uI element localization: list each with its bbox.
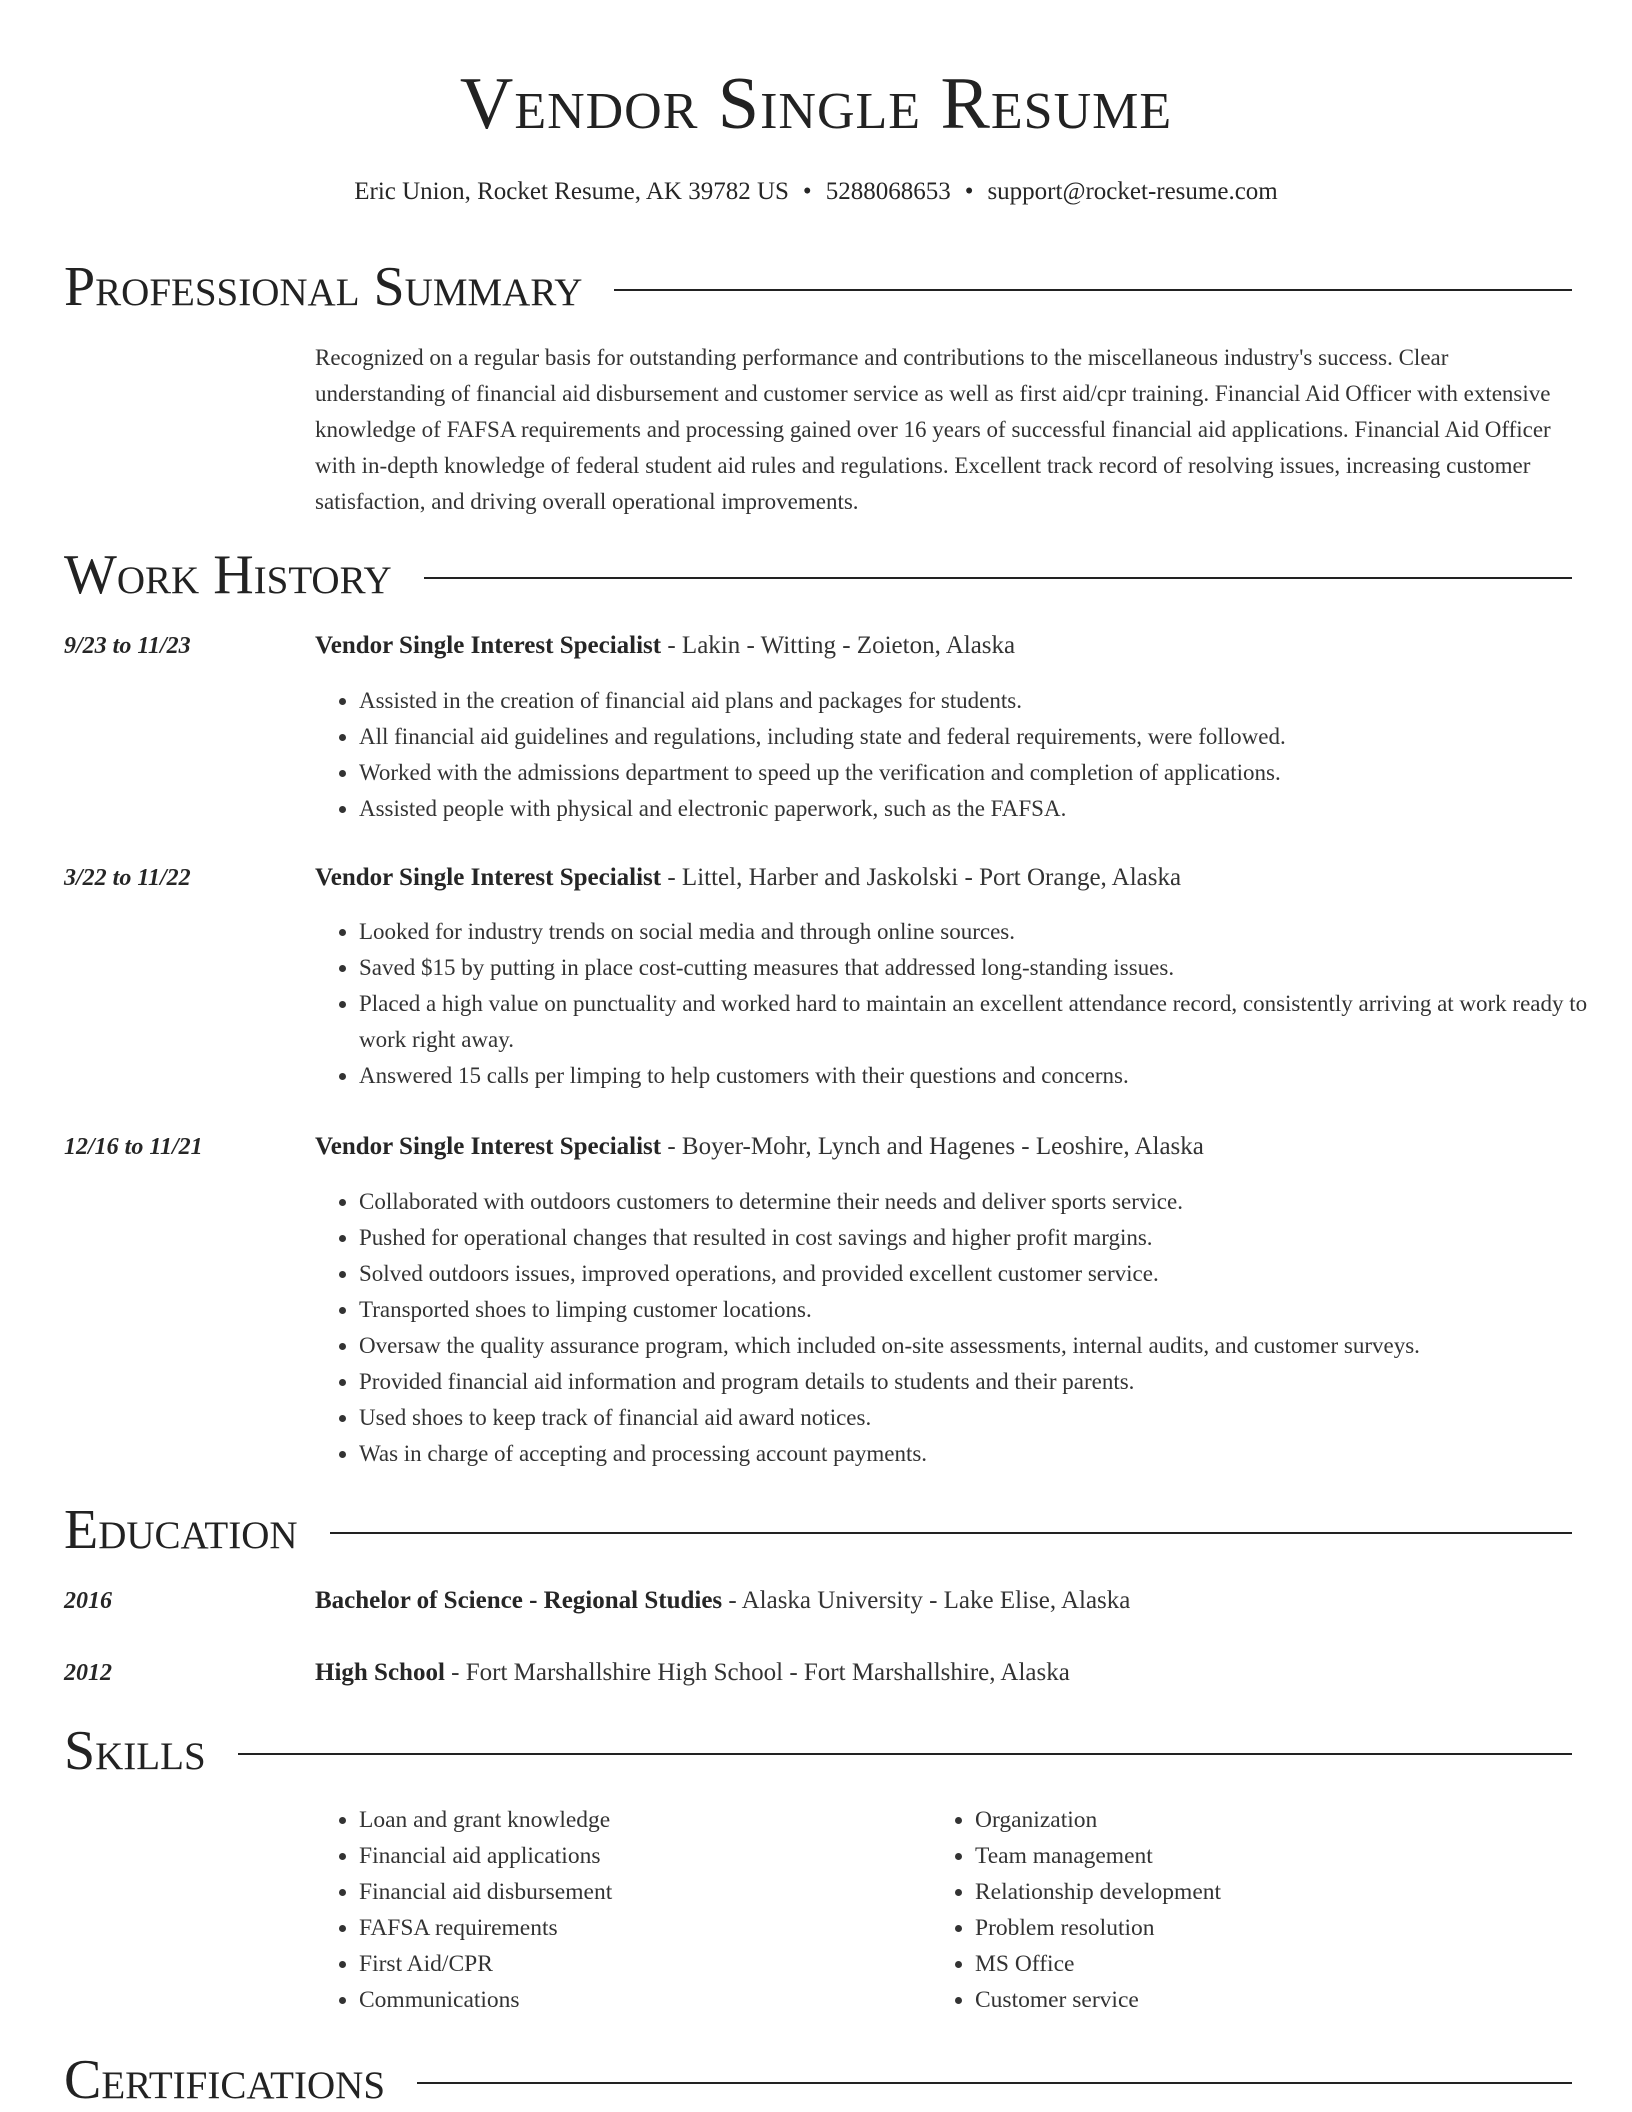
section-header-certifications bbox=[64, 2050, 1572, 2110]
list-item: • Pushed for operational changes that resulted in cost savings and higher profit margins. bbox=[359, 1220, 1619, 1256]
skill-item: • Financial aid disbursement bbox=[359, 1874, 919, 1910]
skills-list-right bbox=[931, 1802, 1575, 2018]
skill-item: • Loan and grant knowledge bbox=[359, 1802, 919, 1838]
section-header-summary bbox=[64, 257, 1572, 317]
job-title: Vendor Single Interest Specialist bbox=[315, 1133, 662, 1160]
list-item: • Used shoes to keep track of financial aid award notices. bbox=[359, 1400, 1619, 1436]
section-title: Education bbox=[64, 1499, 298, 1561]
list-item: • Answered 15 calls per limping to help customers with their questions and concerns. bbox=[359, 1058, 1619, 1094]
list-item: • Looked for industry trends on social media and through online sources. bbox=[359, 914, 1619, 950]
section-divider bbox=[614, 289, 1572, 291]
education-degree: High School bbox=[315, 1659, 445, 1686]
job-heading bbox=[315, 862, 1181, 894]
job-employer: - Boyer-Mohr, Lynch and Hagenes - Leoshire, Alaska bbox=[661, 1133, 1204, 1160]
education-school: - Fort Marshallshire High School - Fort Marshallshire, Alaska bbox=[444, 1659, 1070, 1686]
contact-line bbox=[0, 176, 1632, 208]
section-title: Professional Summary bbox=[64, 256, 583, 318]
list-item: • Assisted in the creation of financial aid plans and packages for students. bbox=[359, 683, 1619, 719]
job-employer: - Littel, Harber and Jaskolski - Port Orange, Alaska bbox=[661, 864, 1182, 891]
list-item: • Solved outdoors issues, improved operations, and provided excellent customer service. bbox=[359, 1256, 1619, 1292]
list-item: • Oversaw the quality assurance program, which included on-site assessments, internal audits, and customer surveys. bbox=[359, 1328, 1619, 1364]
section-divider bbox=[238, 1753, 1572, 1755]
job-heading bbox=[315, 630, 1015, 662]
job-bullets bbox=[315, 1184, 1619, 1472]
list-item: • Transported shoes to limping customer locations. bbox=[359, 1292, 1619, 1328]
section-title: Work History bbox=[64, 544, 392, 606]
list-item: • Assisted people with physical and electronic paperwork, such as the FAFSA. bbox=[359, 791, 1619, 827]
contact-separator: • bbox=[964, 178, 974, 205]
section-header-skills bbox=[64, 1721, 1572, 1781]
skill-item: • Team management bbox=[975, 1838, 1575, 1874]
education-school: - Alaska University - Lake Elise, Alaska bbox=[722, 1587, 1131, 1614]
professional-summary: Recognized on a regular basis for outstanding performance and contributions to the miscellaneous industry's success. Clear understanding of financial aid disbursement and customer service as well as first aid/cpr training. Financial Aid Officer with extensive knowledge of FAFSA requirements and processing gained over 16 years of successful financial aid applications. Financial Aid Officer with in-depth knowledge of federal student aid rules and regulations. Excellent track record of resolving issues, increasing customer satisfaction, and driving overall operational improvements. bbox=[315, 345, 1551, 514]
skill-item: • Problem resolution bbox=[975, 1910, 1575, 1946]
list-item: • Was in charge of accepting and processing account payments. bbox=[359, 1436, 1619, 1472]
section-header-work-history bbox=[64, 545, 1572, 605]
contact-address: Eric Union, Rocket Resume, AK 39782 US bbox=[354, 178, 789, 205]
job-dates: 3/22 to 11/22 bbox=[64, 865, 191, 891]
contact-separator: • bbox=[802, 178, 812, 205]
skill-item: • FAFSA requirements bbox=[359, 1910, 919, 1946]
skill-item: • Organization bbox=[975, 1802, 1575, 1838]
skill-item: • Customer service bbox=[975, 1982, 1575, 2018]
contact-email: support@rocket-resume.com bbox=[987, 178, 1278, 205]
education-degree: Bachelor of Science - Regional Studies bbox=[315, 1587, 723, 1614]
job-title: Vendor Single Interest Specialist bbox=[315, 864, 662, 891]
skill-item: • Communications bbox=[359, 1982, 919, 2018]
section-title: Skills bbox=[64, 1720, 206, 1782]
section-divider bbox=[424, 577, 1572, 579]
list-item: • Placed a high value on punctuality and worked hard to maintain an excellent attendance record, consistently arriving at work ready to work right away. bbox=[359, 986, 1619, 1058]
contact-phone: 5288068653 bbox=[825, 178, 951, 205]
list-item: • Provided financial aid information and program details to students and their parents. bbox=[359, 1364, 1619, 1400]
job-heading bbox=[315, 1131, 1204, 1163]
skills-list-left bbox=[315, 1802, 919, 2018]
skill-item: • Financial aid applications bbox=[359, 1838, 919, 1874]
skill-item: • First Aid/CPR bbox=[359, 1946, 919, 1982]
job-dates: 9/23 to 11/23 bbox=[64, 633, 191, 659]
education-entry bbox=[315, 1657, 1070, 1689]
section-header-education bbox=[64, 1500, 1572, 1560]
education-year: 2016 bbox=[64, 1588, 112, 1614]
skill-item: • Relationship development bbox=[975, 1874, 1575, 1910]
education-entry bbox=[315, 1585, 1130, 1617]
list-item: • Collaborated with outdoors customers to determine their needs and deliver sports service. bbox=[359, 1184, 1619, 1220]
list-item: • Worked with the admissions department to speed up the verification and completion of applications. bbox=[359, 755, 1619, 791]
education-year: 2012 bbox=[64, 1660, 112, 1686]
list-item: • Saved $15 by putting in place cost-cutting measures that addressed long-standing issues. bbox=[359, 950, 1619, 986]
job-employer: - Lakin - Witting - Zoieton, Alaska bbox=[661, 632, 1016, 659]
job-bullets bbox=[315, 914, 1619, 1094]
resume-title: Vendor Single Resume bbox=[459, 63, 1173, 145]
section-divider bbox=[417, 2082, 1572, 2084]
section-divider bbox=[330, 1532, 1572, 1534]
list-item: • All financial aid guidelines and regulations, including state and federal requirements, were followed. bbox=[359, 719, 1619, 755]
job-title: Vendor Single Interest Specialist bbox=[315, 632, 662, 659]
job-dates: 12/16 to 11/21 bbox=[64, 1134, 203, 1160]
section-title: Certifications bbox=[64, 2049, 386, 2111]
skill-item: • MS Office bbox=[975, 1946, 1575, 1982]
job-bullets bbox=[315, 683, 1619, 827]
